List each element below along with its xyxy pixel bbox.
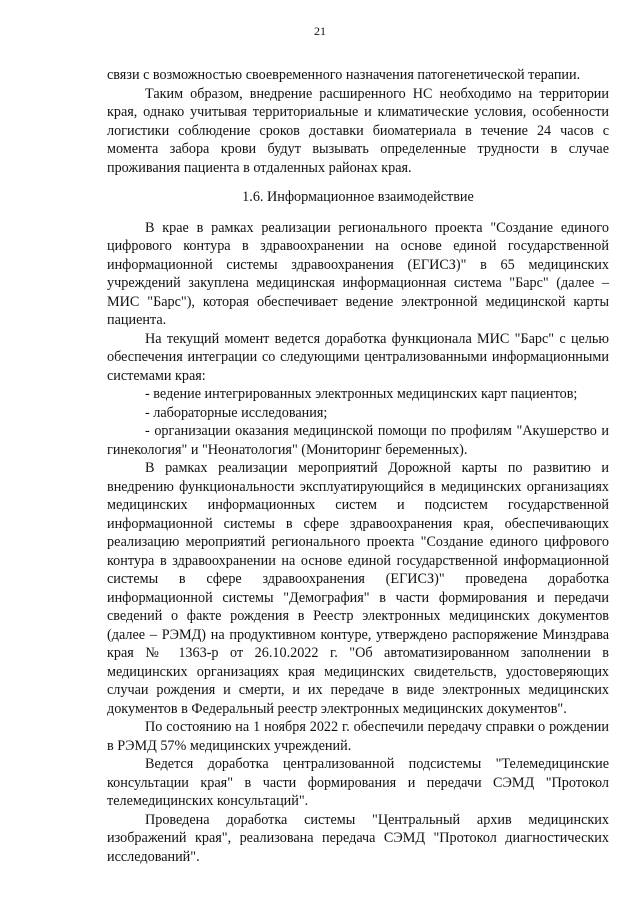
paragraph-telemedicine: Ведется доработка централизованной подсистемы "Телемедицинские консультации края" в части формирования и передачи СЭМД "Протокол телемедицинских консультаций". [107,756,609,809]
list-item-maternity: - организации оказания медицинской помощи по профилям "Акушерство и гинекология" и "Неонатология" (Мониторинг беременных). [107,423,609,458]
document-body [107,66,609,866]
paragraph-integration: На текущий момент ведется доработка функционала МИС "Барс" с целью обеспечения интеграции со следующими централизованными информационными системами края: [107,330,609,384]
page-number: 21 [314,24,326,38]
paragraph-continuation: связи с возможностью своевременного назначения патогенетической терапии. [107,67,581,83]
paragraph-archive: Проведена доработка системы "Центральный архив медицинских изображений края", реализована передача СЭМД "Протокол диагностических исследований". [107,811,609,865]
paragraph-conclusion: Таким образом, внедрение расширенного НС необходимо на территории края, однако учитывая территориальные и климатические условия, особенности логистики соблюдение сроков доставки биоматериала в течение 24 часов с момента забора крови будут вызывать определенные трудности в случае проживания пациента в отдаленных районах края. [107,85,609,176]
paragraph-remd-status: По состоянию на 1 ноября 2022 г. обеспечили передачу справки о рождении в РЭМД 57% медицинских учреждений. [107,719,609,754]
section-heading: 1.6. Информационное взаимодействие [242,189,474,205]
list-item-emk: - ведение интегрированных электронных медицинских карт пациентов; [145,386,578,402]
list-item-lab: - лабораторные исследования; [145,404,328,421]
paragraph-regional-project: В крае в рамках реализации регионального проекта "Создание единого цифрового контура в здравоохранении на основе единой государственной информационной системы здравоохранения (ЕГИСЗ)" в 65 медицинских учреждений закуплена медицинская информационная система "Барс" (далее – МИС "Барс"), которая обеспечивает ведение электронной медицинской карты пациента. [107,219,609,328]
paragraph-roadmap: В рамках реализации мероприятий Дорожной карты по развитию и внедрению функциональности эксплуатирующийся в медицинских организациях медицинских информационных систем и подсистем государственной информационной системы в сфере здравоохранения края, обеспечивающих реализацию мероприятий регионального проекта "Создание единого цифрового контура в здравоохранении на основе единой государственной информационной системы в сфере здравоохранения (ЕГИСЗ)" проведена доработка информационной системы "Демография" в части формирования и передачи сведений о факте рождения в Реестр электронных медицинских документов (далее – РЭМД) на продуктивном контуре, утверждено распоряжение Минздрава края № 1363-р от 26.10.2022 г. "Об автоматизированном заполнении в медицинских организациях края медицинских свидетельств, удостоверяющих случаи рождения и смерти, и их передаче в виде электронных медицинских документов в Федеральный реестр электронных медицинских документов". [107,460,609,717]
